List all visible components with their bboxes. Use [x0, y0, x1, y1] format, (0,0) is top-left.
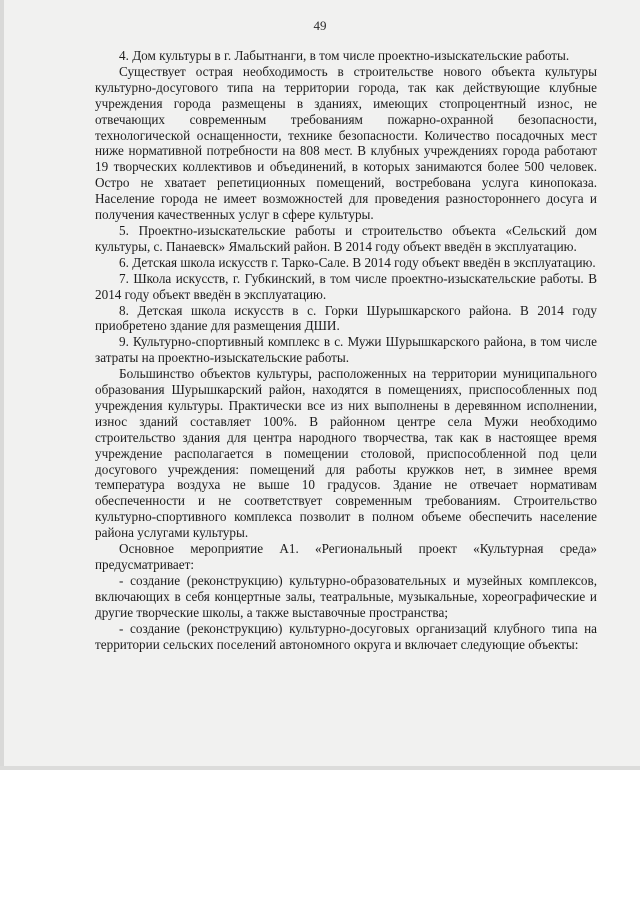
list-item-museum-complexes: - создание (реконструкцию) культурно-образовательных и музейных комплексов, включающих в себя концертные залы, театральные, музыкальные, хореографические и другие творческие школы, а также выставочные пространства;: [95, 572, 597, 620]
document-body: [95, 48, 597, 652]
scan-left-edge: [0, 0, 4, 770]
page-number: 49: [313, 18, 327, 33]
paragraph-item-9: 9. Культурно-спортивный комплекс в с. Мужи Шурышкарского района, в том числе затраты на проектно-изыскательские работы.: [95, 334, 597, 366]
list-item-club-organizations: - создание (реконструкцию) культурно-досуговых организаций клубного типа на территории сельских поселений автономного округа и включает следующие объекты:: [95, 620, 597, 652]
paragraph-item-8: 8. Детская школа искусств в с. Горки Шурышкарского района. В 2014 году приобретено здание для размещения ДШИ.: [95, 302, 597, 334]
paragraph-item-6: 6. Детская школа искусств г. Тарко-Сале. В 2014 году объект введён в эксплуатацию.: [119, 254, 596, 270]
paragraph-item-5: 5. Проектно-изыскательские работы и строительство объекта «Сельский дом культуры, с. Панаевск» Ямальский район. В 2014 году объект введён в эксплуатацию.: [95, 222, 597, 254]
paragraph-labytnangi-need: Существует острая необходимость в строительстве нового объекта культуры культурно-досугового типа на территории города, так как действующие клубные учреждения города размещены в зданиях, имеющих стопроцентный износ, не отвечающих современным требованиям пожарно-охранной безопасности, технологической оснащенности, технике безопасности. Количество посадочных мест ниже нормативной потребности на 808 мест. В клубных учреждениях города работают 19 творческих коллективов и объединений, в которых занимаются более 500 человек. Остро не хватает репетиционных помещений, востребована услуга кинопоказа. Население города не имеет возможностей для проведения разностороннего досуга и получения качественных услуг в сфере культуры.: [95, 63, 597, 223]
scan-bottom-edge: [0, 766, 640, 770]
paragraph-item-4: 4. Дом культуры в г. Лабытнанги, в том числе проектно-изыскательские работы.: [119, 48, 570, 63]
paragraph-item-7: 7. Школа искусств, г. Губкинский, в том числе проектно-изыскательские работы. В 2014 году объект введён в эксплуатацию.: [95, 270, 597, 302]
paragraph-shuryshkarsky-objects: Большинство объектов культуры, расположенных на территории муниципального образования Шурышкарский район, находятся в помещениях, приспособленных под учреждения культуры. Практически все из них выполнены в деревянном исполнении, износ зданий составляет 100%. В районном центре села Мужи необходимо строительство здания для центра народного творчества, так как в настоящее время учреждение располагается в помещении столовой, приспособленной под цели досугового учреждения: помещений для работы кружков нет, в зимнее время температура воздуха не выше 10 градусов. Здание не отвечает нормативам обеспеченности и не соответствует современным требованиям. Строительство культурно-спортивного комплекса позволит в полном объеме обеспечить население района услугами культуры.: [95, 366, 597, 541]
paragraph-main-activity-a1: Основное мероприятие А1. «Региональный проект «Культурная среда» предусматривает:: [95, 541, 597, 572]
